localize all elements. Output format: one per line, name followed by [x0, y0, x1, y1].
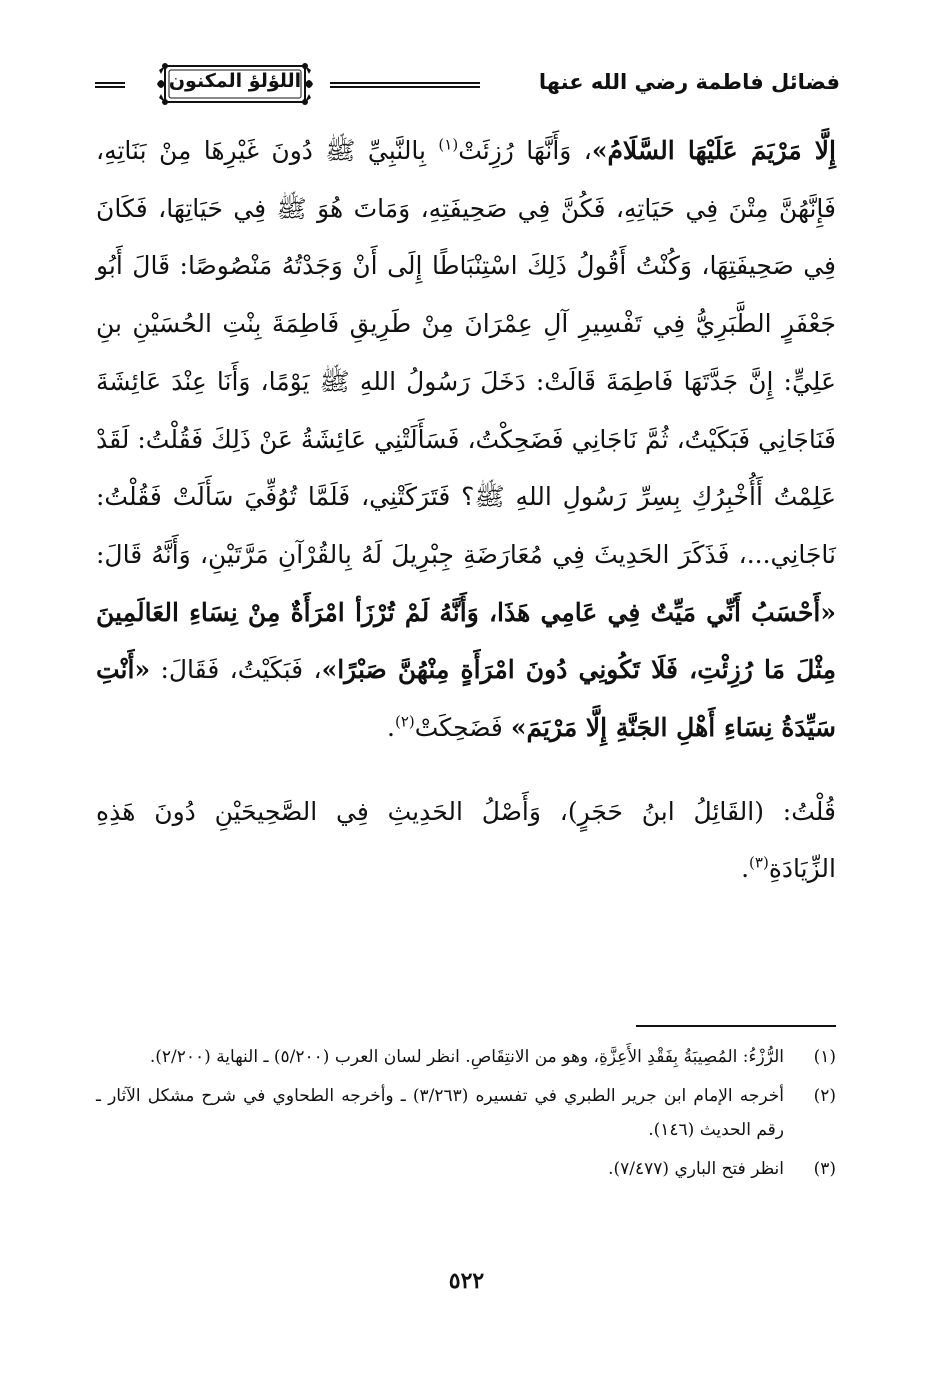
footnote-ref-3[interactable]: (٣) — [749, 854, 769, 873]
footnote-number: (٣) — [813, 1158, 836, 1179]
main-text — [96, 122, 836, 898]
hadith-quote-3: «أَنْتِ سَيِّدَةُ نِسَاءِ أَهْلِ الجَنَّةِ إِلَّا مَرْيَمَ» — [96, 655, 836, 743]
hadith-quote-1: إِلَّا مَرْيَمَ عَلَيْهَا السَّلَامُ» — [591, 136, 836, 165]
text-segment: . — [387, 713, 395, 743]
text-segment: . — [741, 854, 750, 884]
header-rule-middle — [330, 82, 480, 88]
page-number: ٥٢٢ — [448, 1268, 485, 1294]
text-segment: فَضَحِكَتْ — [414, 713, 503, 743]
paragraph-2 — [96, 783, 836, 898]
chapter-title: فضائل فاطمة رضي الله عنها — [538, 70, 840, 94]
footnote-3 — [96, 1152, 836, 1187]
text-segment: ، فَبَكَيْتُ، فَقَالَ: — [160, 655, 322, 685]
footnote-ref-2[interactable]: (٢) — [394, 712, 415, 731]
footnote-separator — [636, 1025, 836, 1027]
book-title: اللؤلؤ المكنون — [168, 70, 302, 92]
footnote-1 — [96, 1040, 836, 1075]
footnote-number: (٢) — [813, 1085, 836, 1106]
text-segment: ، وَأَنَّهَا رُزِئَتْ — [458, 136, 592, 165]
footnote-text: أخرجه الإمام ابن جرير الطبري في تفسيره (٣/٢٦٣) ـ وأخرجه الطحاوي في شرح مشكل الآثار ـ رقم الحديث (١٤٦). — [96, 1085, 784, 1140]
footnote-ref-1[interactable]: (١) — [438, 135, 459, 154]
hadith-quote-2: «أَحْسَبُ أَنِّي مَيِّتٌ فِي عَامِي هَذَا، وَأَنَّهُ لَمْ تُرْزَأ امْرَأَةٌ مِنْ نِسَاءِ العَالَمِينَ مِثْلَ مَا رُزِئْتِ، فَلَا تَكُونِي دُونَ امْرَأَةٍ مِنْهُنَّ صَبْرًا» — [96, 597, 837, 685]
text-segment: قُلْتُ: (القَائِلُ ابنُ حَجَرٍ)، وَأَصْلُ الحَدِيثِ فِي الصَّحِيحَيْنِ دُونَ هَذِهِ الزِّيَادَةِ — [96, 796, 836, 884]
footnote-text: الرُّزْءُ: المُصِيبَةُ بِفَقْدِ الأَعِزَّةِ، وهو من الانتِقَاصِ. انظر لسان العرب (٥/٢٠٠) ـ النهاية (٢/٢٠٠). — [149, 1047, 784, 1067]
footnote-text: انظر فتح الباري (٧/٤٧٧). — [608, 1158, 784, 1179]
text-segment: بِالنَّبِيِّ ﷺ دُونَ غَيْرِهَا مِنْ بَنَاتِهِ، فَإِنَّهُنَّ مِتْنَ فِي حَيَاتِهِ، فَكُنَّ فِي صَحِيفَتِهِ، وَمَاتَ هُوَ ﷺ فِي حَيَاتِهَا، فَكَانَ فِي صَحِيفَتِهَا، وَكُنْتُ أَقُولُ ذَلِكَ اسْتِنْبَاطًا إِلَى أَنْ وَجَدْتُهُ مَنْصُوصًا: قَالَ أَبُو جَعْفَرٍ الطَّبَرِيُّ فِي تَفْسِيرِ آلِ عِمْرَانَ مِنْ طَرِيقِ فَاطِمَةَ بِنْتِ الحُسَيْنِ بنِ عَلِيٍّ: إِنَّ جَدَّتَهَا فَاطِمَةَ قَالَتْ: دَخَلَ رَسُولُ اللهِ ﷺ يَوْمًا، وَأَنَا عِنْدَ عَائِشَةَ فَنَاجَانِي فَبَكَيْتُ، ثُمَّ نَاجَانِي فَضَحِكْتُ، فَسَأَلَتْنِي عَائِشَةُ عَنْ ذَلِكَ فَقُلْتُ: لَقَدْ عَلِمْتُ أَأُخْبِرُكِ بِسِرِّ رَسُولِ اللهِ ﷺ؟ فَتَرَكَتْنِي، فَلَمَّا تُوُفِّيَ سَأَلَتْ فَقُلْتُ: نَاجَانِي...، فَذَكَرَ الحَدِيثَ فِي مُعَارَضَةِ جِبْرِيلَ لَهُ بِالقُرْآنِ مَرَّتَيْنِ، وَأَنَّهُ قَالَ: — [96, 136, 836, 569]
footnote-2 — [96, 1079, 836, 1148]
book-title-ornament — [155, 62, 315, 106]
header-rule-left — [95, 82, 125, 88]
paragraph-1 — [96, 122, 836, 757]
footnote-number: (١) — [813, 1047, 836, 1067]
running-header — [95, 62, 840, 110]
footnotes — [96, 1040, 836, 1190]
